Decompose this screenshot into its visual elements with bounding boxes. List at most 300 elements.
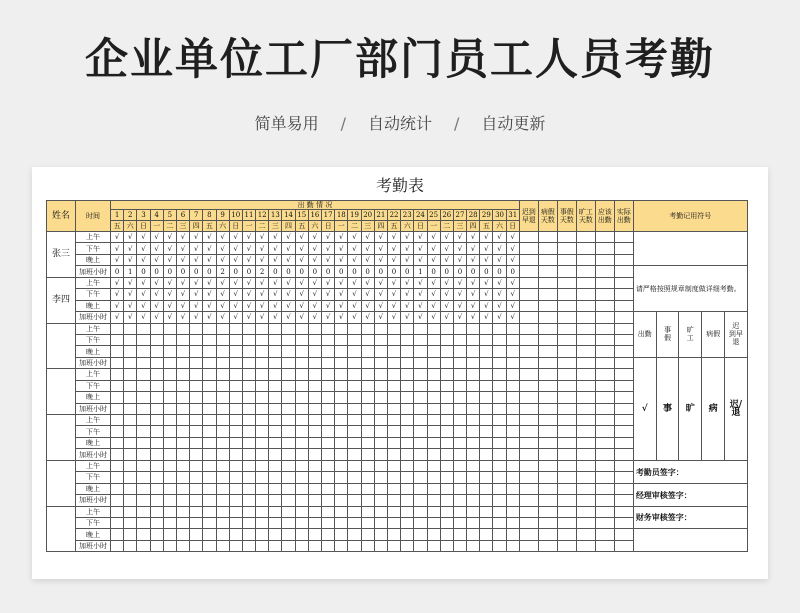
stat-cell (538, 266, 557, 277)
stat-cell (519, 380, 538, 391)
stat-cell (576, 369, 595, 380)
day-cell (453, 483, 466, 494)
day-cell (295, 449, 308, 460)
day-cell (374, 483, 387, 494)
day-cell: √ (256, 277, 269, 288)
day-cell (440, 517, 453, 528)
day-cell (111, 506, 124, 517)
day-cell (493, 540, 506, 551)
day-cell (229, 357, 242, 368)
day-cell (414, 449, 427, 460)
day-cell (269, 415, 282, 426)
day-cell (335, 495, 348, 506)
day-cell (401, 415, 414, 426)
day-cell (124, 369, 137, 380)
day-cell: √ (414, 232, 427, 243)
day-cell: √ (229, 243, 242, 254)
period-label: 下午 (76, 243, 111, 254)
stat-cell (519, 403, 538, 414)
day-cell (401, 437, 414, 448)
day-cell (242, 495, 255, 506)
day-cell: √ (467, 254, 480, 265)
day-cell: √ (269, 277, 282, 288)
day-cell (137, 357, 150, 368)
day-cell (190, 369, 203, 380)
day-cell (150, 403, 163, 414)
day-cell (427, 460, 440, 471)
day-cell (269, 403, 282, 414)
period-label: 上午 (76, 232, 111, 243)
day-cell (374, 540, 387, 551)
day-cell (190, 380, 203, 391)
day-cell (203, 460, 216, 471)
day-cell (242, 529, 255, 540)
day-cell: √ (361, 300, 374, 311)
day-cell: √ (203, 289, 216, 300)
day-cell (242, 357, 255, 368)
stat-cell (576, 426, 595, 437)
day-cell: √ (308, 243, 321, 254)
day-cell (480, 392, 493, 403)
day-cell: √ (493, 300, 506, 311)
day-cell (137, 517, 150, 528)
stat-cell (595, 483, 614, 494)
day-cell (506, 460, 519, 471)
day-cell (387, 369, 400, 380)
day-cell: √ (322, 243, 335, 254)
day-cell: √ (295, 254, 308, 265)
stat-cell (595, 289, 614, 300)
stat-cell (538, 495, 557, 506)
day-cell (229, 529, 242, 540)
day-cell (295, 529, 308, 540)
day-cell: √ (480, 254, 493, 265)
employee-name (47, 323, 76, 369)
stat-cell (538, 403, 557, 414)
day-cell: √ (322, 312, 335, 323)
day-cell: √ (256, 312, 269, 323)
stat-cell (614, 392, 633, 403)
day-cell (374, 323, 387, 334)
day-cell (387, 403, 400, 414)
day-cell (256, 380, 269, 391)
day-cell (493, 472, 506, 483)
stat-cell (595, 506, 614, 517)
period-label: 下午 (76, 472, 111, 483)
header-actual-days: 实际 出勤 (614, 201, 633, 232)
day-cell (242, 403, 255, 414)
day-cell (124, 403, 137, 414)
day-cell: √ (506, 277, 519, 288)
stat-cell (519, 254, 538, 265)
day-cell (322, 426, 335, 437)
day-cell: √ (308, 232, 321, 243)
weekday-label: 二 (348, 221, 361, 232)
day-cell (203, 346, 216, 357)
day-cell (453, 334, 466, 345)
day-cell: 0 (427, 266, 440, 277)
day-cell (190, 517, 203, 528)
stat-cell (557, 323, 576, 334)
day-cell: √ (282, 243, 295, 254)
day-cell (282, 357, 295, 368)
day-cell (176, 392, 189, 403)
day-cell (308, 426, 321, 437)
day-cell (440, 506, 453, 517)
day-cell (480, 334, 493, 345)
day-cell (137, 334, 150, 345)
day-cell (374, 380, 387, 391)
day-cell (124, 483, 137, 494)
stat-cell (614, 369, 633, 380)
stat-cell (614, 334, 633, 345)
day-cell: √ (229, 254, 242, 265)
stat-cell (538, 254, 557, 265)
day-cell (308, 483, 321, 494)
day-cell (361, 506, 374, 517)
day-cell: √ (453, 312, 466, 323)
day-cell: √ (348, 243, 361, 254)
day-cell (137, 369, 150, 380)
day-cell (242, 437, 255, 448)
day-cell (190, 472, 203, 483)
stat-cell (538, 312, 557, 323)
day-cell (256, 323, 269, 334)
day-cell (427, 346, 440, 357)
day-cell (374, 460, 387, 471)
day-cell (308, 346, 321, 357)
day-cell (150, 460, 163, 471)
day-cell: √ (480, 312, 493, 323)
day-cell (242, 460, 255, 471)
day-cell: 0 (269, 266, 282, 277)
period-label: 晚上 (76, 346, 111, 357)
stat-cell (557, 300, 576, 311)
stat-cell (557, 289, 576, 300)
day-cell (480, 380, 493, 391)
day-cell: √ (242, 232, 255, 243)
day-cell: √ (414, 312, 427, 323)
day-number: 18 (335, 210, 348, 221)
day-cell (453, 529, 466, 540)
day-cell (269, 483, 282, 494)
day-cell (203, 472, 216, 483)
day-cell (308, 437, 321, 448)
day-cell (176, 529, 189, 540)
employee-name (47, 460, 76, 506)
day-cell (190, 323, 203, 334)
weekday-label: 二 (163, 221, 176, 232)
day-cell: √ (480, 232, 493, 243)
day-cell (506, 334, 519, 345)
weekday-label: 六 (308, 221, 321, 232)
day-cell (242, 369, 255, 380)
day-cell (308, 334, 321, 345)
day-cell (203, 495, 216, 506)
day-cell: √ (401, 254, 414, 265)
day-cell (361, 334, 374, 345)
day-cell: √ (229, 300, 242, 311)
signature-manager: 经理审核签字： (633, 483, 747, 506)
day-cell (480, 483, 493, 494)
stat-cell (519, 243, 538, 254)
stat-cell (576, 277, 595, 288)
day-cell: √ (361, 277, 374, 288)
day-cell (111, 323, 124, 334)
day-cell (335, 357, 348, 368)
day-cell (124, 346, 137, 357)
day-cell: √ (374, 232, 387, 243)
day-cell (229, 472, 242, 483)
day-cell (348, 506, 361, 517)
day-cell: √ (427, 254, 440, 265)
period-label: 加班小时 (76, 540, 111, 551)
day-cell (308, 540, 321, 551)
day-cell (401, 460, 414, 471)
day-cell (282, 437, 295, 448)
weekday-label: 三 (269, 221, 282, 232)
day-cell (150, 369, 163, 380)
day-cell (150, 495, 163, 506)
page-title: 企业单位工厂部门员工人员考勤 (85, 35, 715, 85)
day-cell (295, 323, 308, 334)
day-cell (124, 449, 137, 460)
day-cell (295, 472, 308, 483)
stat-cell (595, 529, 614, 540)
day-cell (137, 449, 150, 460)
day-cell (506, 506, 519, 517)
day-cell (348, 323, 361, 334)
day-cell: √ (111, 277, 124, 288)
day-cell (216, 437, 229, 448)
day-cell: √ (374, 243, 387, 254)
day-cell (242, 392, 255, 403)
day-cell (387, 437, 400, 448)
day-cell: 0 (453, 266, 466, 277)
day-cell (256, 437, 269, 448)
day-number: 24 (414, 210, 427, 221)
day-cell (427, 472, 440, 483)
day-cell: √ (506, 289, 519, 300)
stat-cell (519, 529, 538, 540)
day-cell (216, 357, 229, 368)
day-cell: √ (453, 300, 466, 311)
day-cell (282, 529, 295, 540)
stat-cell (614, 312, 633, 323)
day-cell (150, 472, 163, 483)
day-cell (414, 369, 427, 380)
day-cell (414, 426, 427, 437)
day-cell (111, 529, 124, 540)
day-number: 30 (493, 210, 506, 221)
day-cell (467, 449, 480, 460)
day-cell: 0 (295, 266, 308, 277)
day-cell (295, 346, 308, 357)
day-cell: √ (374, 289, 387, 300)
stat-cell (519, 357, 538, 368)
day-cell (203, 506, 216, 517)
day-cell: √ (467, 232, 480, 243)
day-cell (493, 529, 506, 540)
day-cell (387, 392, 400, 403)
day-cell: √ (282, 312, 295, 323)
day-cell (453, 426, 466, 437)
day-cell: √ (124, 277, 137, 288)
day-cell: √ (216, 232, 229, 243)
stat-cell (557, 415, 576, 426)
day-cell: 0 (401, 266, 414, 277)
stat-cell (538, 289, 557, 300)
day-cell (124, 426, 137, 437)
day-number: 31 (506, 210, 519, 221)
stat-cell (614, 277, 633, 288)
day-cell (203, 403, 216, 414)
day-cell (176, 517, 189, 528)
day-cell (216, 472, 229, 483)
day-number: 5 (163, 210, 176, 221)
day-cell (256, 483, 269, 494)
day-cell (335, 517, 348, 528)
day-number: 3 (137, 210, 150, 221)
day-cell: 0 (387, 266, 400, 277)
day-cell: √ (190, 254, 203, 265)
day-number: 21 (374, 210, 387, 221)
day-cell (150, 380, 163, 391)
stat-cell (538, 506, 557, 517)
day-cell (322, 495, 335, 506)
day-cell (150, 357, 163, 368)
stat-cell (557, 232, 576, 243)
day-cell: 0 (361, 266, 374, 277)
day-cell (124, 517, 137, 528)
day-cell (480, 529, 493, 540)
day-cell (308, 323, 321, 334)
stat-cell (557, 266, 576, 277)
day-cell (216, 415, 229, 426)
day-cell (401, 369, 414, 380)
day-number: 22 (387, 210, 400, 221)
day-number: 7 (190, 210, 203, 221)
day-cell (374, 529, 387, 540)
day-cell: √ (163, 254, 176, 265)
day-cell (308, 415, 321, 426)
day-cell (111, 540, 124, 551)
day-cell (387, 426, 400, 437)
day-cell (124, 392, 137, 403)
stat-cell (519, 472, 538, 483)
day-cell (453, 540, 466, 551)
weekday-label: 五 (480, 221, 493, 232)
day-cell (176, 323, 189, 334)
stat-cell (595, 540, 614, 551)
stat-cell (538, 357, 557, 368)
day-cell: √ (308, 277, 321, 288)
stat-cell (614, 495, 633, 506)
day-cell: √ (229, 289, 242, 300)
day-cell (427, 369, 440, 380)
day-cell (467, 380, 480, 391)
day-cell (427, 506, 440, 517)
feature-auto-update: 自动更新 (481, 114, 546, 133)
day-cell (269, 460, 282, 471)
day-cell (256, 540, 269, 551)
day-cell (163, 506, 176, 517)
day-cell: √ (335, 232, 348, 243)
day-cell (493, 369, 506, 380)
day-cell (506, 323, 519, 334)
day-cell (348, 472, 361, 483)
day-cell: √ (440, 254, 453, 265)
day-cell (335, 323, 348, 334)
day-cell (401, 403, 414, 414)
day-cell: √ (150, 312, 163, 323)
day-cell (229, 483, 242, 494)
day-cell (111, 346, 124, 357)
day-number: 2 (124, 210, 137, 221)
day-cell (453, 369, 466, 380)
day-cell (414, 357, 427, 368)
day-cell (440, 437, 453, 448)
day-cell (216, 460, 229, 471)
stat-cell (614, 357, 633, 368)
stat-cell (538, 369, 557, 380)
day-cell (111, 415, 124, 426)
period-label: 晚上 (76, 300, 111, 311)
day-cell: √ (427, 232, 440, 243)
period-label: 下午 (76, 426, 111, 437)
day-cell (111, 334, 124, 345)
day-cell (111, 403, 124, 414)
day-cell (427, 334, 440, 345)
day-cell: √ (203, 300, 216, 311)
day-cell (414, 403, 427, 414)
day-cell: 0 (348, 266, 361, 277)
weekday-label: 六 (216, 221, 229, 232)
stat-cell (557, 426, 576, 437)
day-cell: √ (295, 232, 308, 243)
day-cell: 0 (242, 266, 255, 277)
stat-cell (538, 392, 557, 403)
day-cell (137, 323, 150, 334)
day-cell: √ (427, 277, 440, 288)
day-cell: 0 (308, 266, 321, 277)
day-cell: 0 (506, 266, 519, 277)
day-cell (216, 483, 229, 494)
legend-symbol: √ (633, 357, 656, 460)
period-label: 上午 (76, 369, 111, 380)
day-cell (242, 483, 255, 494)
weekday-label: 三 (176, 221, 189, 232)
day-cell (387, 506, 400, 517)
header-time: 时间 (76, 201, 111, 232)
day-cell (111, 495, 124, 506)
day-cell (269, 472, 282, 483)
day-cell (150, 334, 163, 345)
day-cell: 0 (150, 266, 163, 277)
stat-cell (538, 437, 557, 448)
day-cell (190, 426, 203, 437)
stat-cell (595, 460, 614, 471)
day-cell (190, 460, 203, 471)
day-cell: √ (295, 243, 308, 254)
day-cell (163, 392, 176, 403)
stat-cell (614, 266, 633, 277)
stat-cell (576, 403, 595, 414)
day-cell: √ (216, 289, 229, 300)
day-cell (190, 540, 203, 551)
day-cell: √ (348, 300, 361, 311)
period-label: 上午 (76, 415, 111, 426)
